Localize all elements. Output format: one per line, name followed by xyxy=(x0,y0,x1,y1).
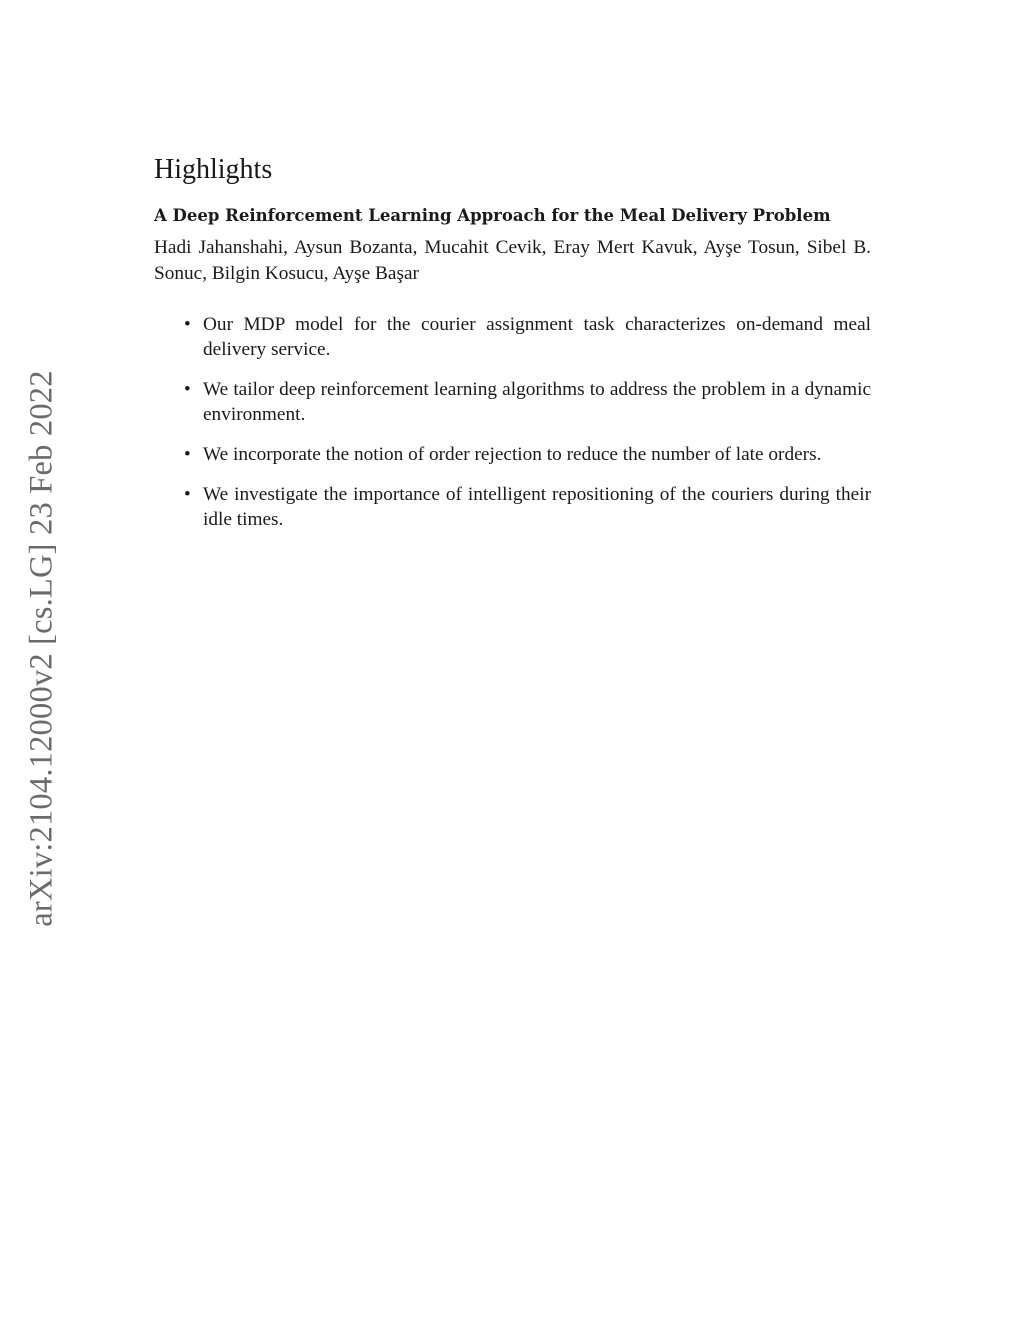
highlights-page-content xyxy=(154,150,871,547)
paper-title: A Deep Reinforcement Learning Approach for the Meal Delivery Problem xyxy=(154,206,831,225)
bullet-icon: • xyxy=(184,484,191,505)
highlight-text: We investigate the importance of intelligent repositioning of the couriers during their idle times. xyxy=(203,484,871,530)
arxiv-identifier-text: arXiv:2104.12000v2 [cs.LG] 23 Feb 2022 xyxy=(23,369,60,927)
highlight-item xyxy=(184,377,871,427)
section-heading: Highlights xyxy=(154,154,273,185)
highlights-list xyxy=(154,312,871,532)
highlight-item xyxy=(184,442,871,467)
highlight-text: Our MDP model for the courier assignment task characterizes on-demand meal delivery service. xyxy=(203,314,871,360)
highlight-text: We tailor deep reinforcement learning algorithms to address the problem in a dynamic environment. xyxy=(203,379,871,425)
bullet-icon: • xyxy=(184,379,191,400)
highlight-item xyxy=(184,312,871,362)
arxiv-identifier-stamp xyxy=(22,358,62,938)
bullet-icon: • xyxy=(184,444,191,465)
highlight-text: We incorporate the notion of order rejection to reduce the number of late orders. xyxy=(203,444,822,465)
bullet-icon: • xyxy=(184,314,191,335)
author-list: Hadi Jahanshahi, Aysun Bozanta, Mucahit Cevik, Eray Mert Kavuk, Ayşe Tosun, Sibel B. Sonuc, Bilgin Kosucu, Ayşe Başar xyxy=(154,237,871,284)
highlight-item xyxy=(184,482,871,532)
